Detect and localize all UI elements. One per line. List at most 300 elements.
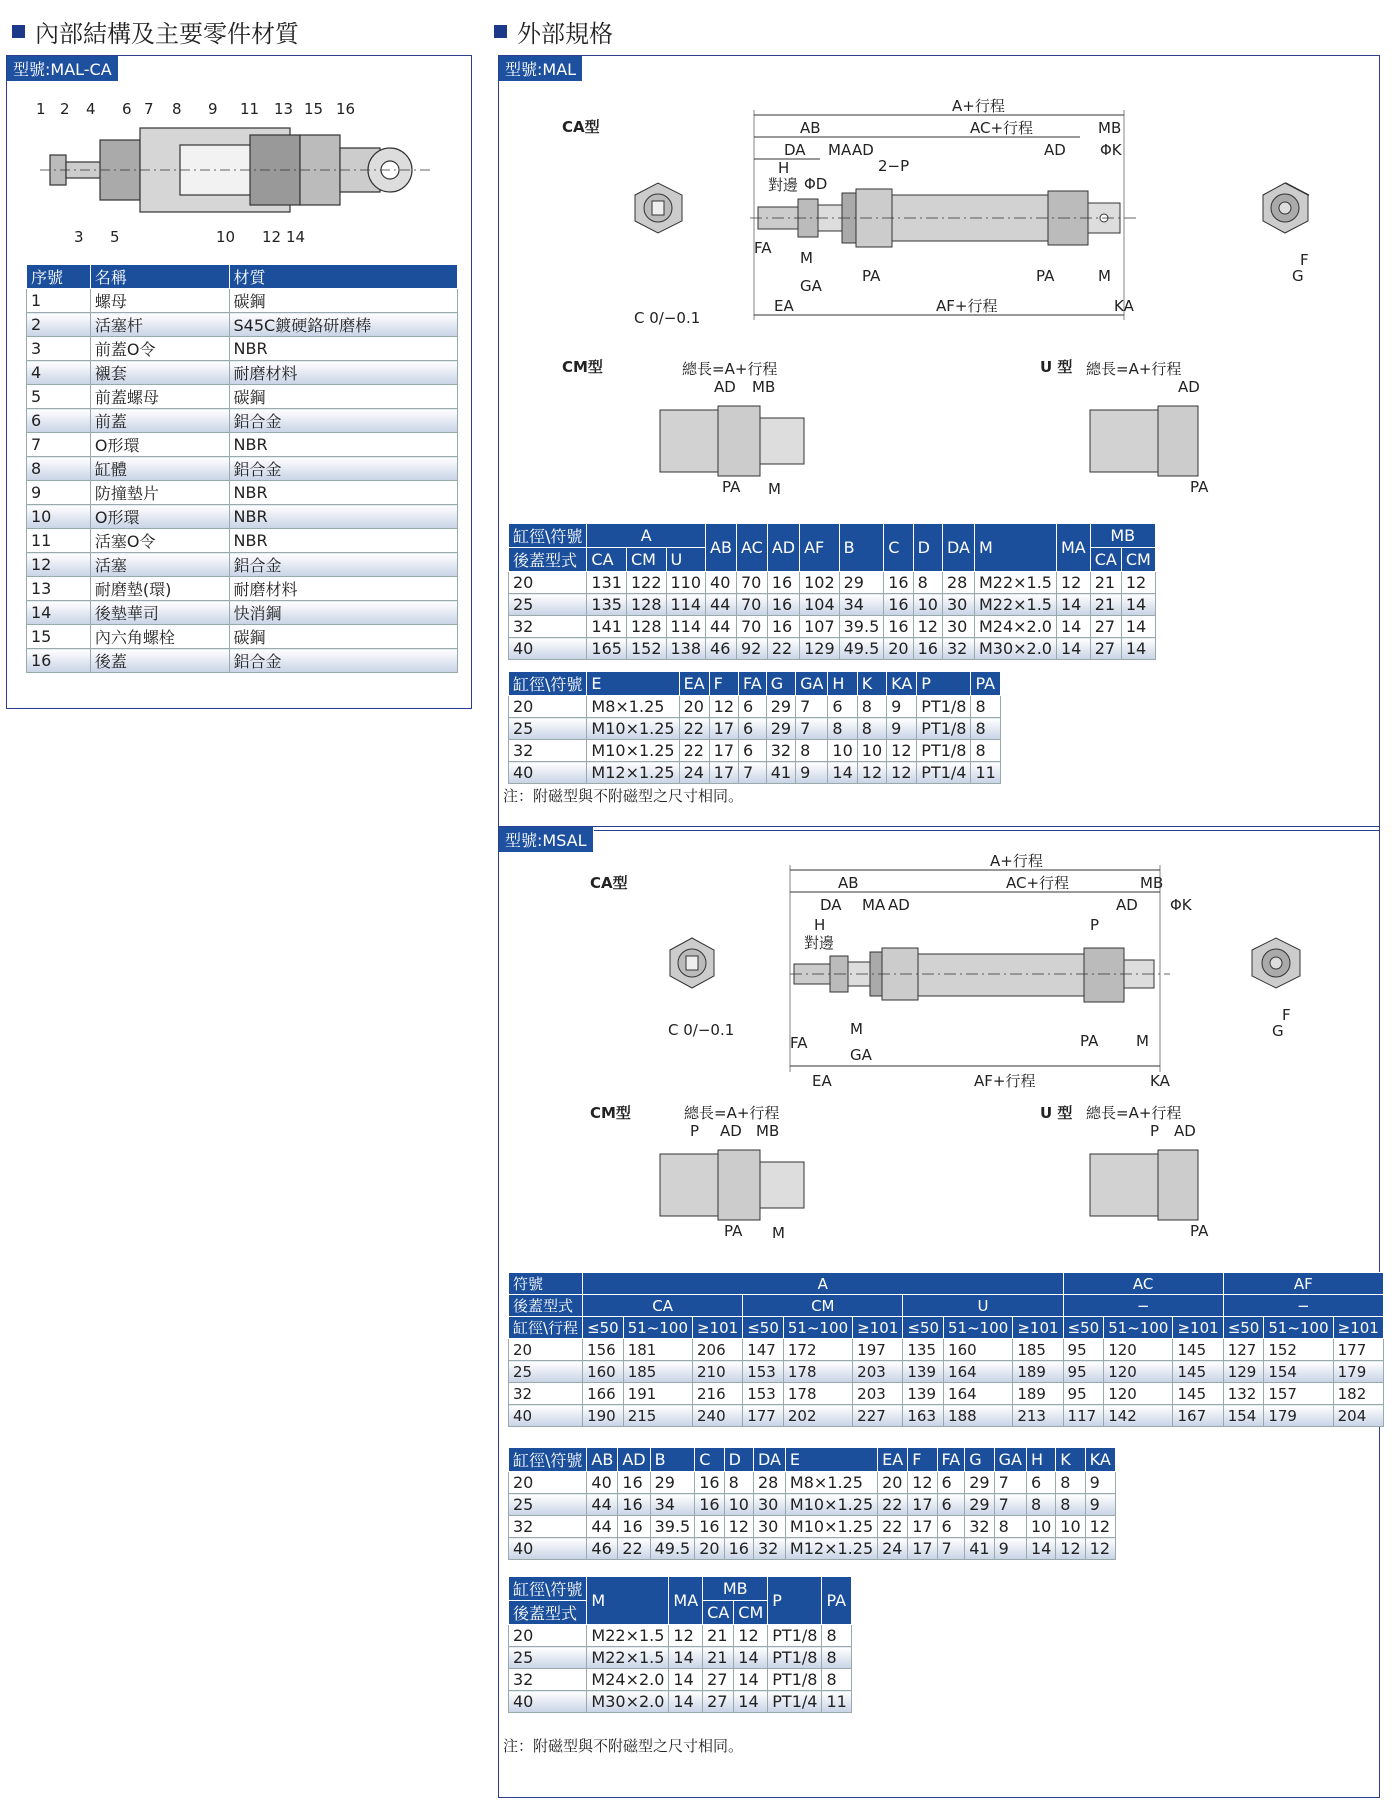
table-row: [27, 457, 458, 481]
table-cell: 215: [623, 1405, 692, 1427]
table-cell: 32: [509, 1669, 587, 1691]
header-row: [509, 1317, 1384, 1339]
header-row: [509, 1295, 1384, 1317]
table-cell: 185: [623, 1361, 692, 1383]
table-cell: 17: [709, 718, 738, 740]
msal-cm-mb: MB: [756, 1122, 780, 1140]
table-cell: 20: [509, 696, 587, 718]
table-cell: 12: [734, 1625, 768, 1647]
table-cell: 9: [994, 1538, 1026, 1560]
table-cell: 17: [908, 1538, 937, 1560]
table-cell: 12: [1121, 572, 1155, 594]
table-cell: 30: [942, 616, 974, 638]
mal-u-pa: PA: [1190, 478, 1209, 496]
table-cell: 153: [743, 1383, 784, 1405]
column-header: AF: [1223, 1273, 1383, 1295]
part-number-label: 6: [122, 100, 132, 118]
table-cell: 14: [734, 1647, 768, 1669]
mal-dim-ad: AD: [852, 141, 874, 159]
column-header: CA: [587, 548, 627, 572]
square-bullet-icon: [494, 25, 507, 38]
msal-u-ad: AD: [1174, 1122, 1196, 1140]
mal-dim-da: DA: [784, 141, 806, 159]
table-cell: 7: [27, 433, 91, 457]
msal-u-drawing: [1080, 1102, 1280, 1262]
part-number-label: 8: [172, 100, 182, 118]
table-cell: 154: [1264, 1361, 1333, 1383]
table-row: [27, 601, 458, 625]
mal-dim-ea: EA: [774, 297, 794, 315]
table-cell: 22: [878, 1516, 908, 1538]
table-cell: 40: [509, 1538, 587, 1560]
table-cell: 16: [767, 616, 799, 638]
table-cell: 14: [1056, 616, 1090, 638]
column-header: GA: [994, 1448, 1026, 1472]
table-cell: 3: [27, 337, 91, 361]
part-number-label: 9: [208, 100, 218, 118]
mal-dim-f: F: [1300, 251, 1309, 269]
table-row: [509, 1625, 852, 1647]
column-header: 51~100: [783, 1317, 852, 1339]
column-header: D: [913, 524, 942, 572]
msal-dim-flats: 對邊: [804, 934, 835, 952]
part-number-label: 5: [110, 228, 120, 246]
table-cell: 8: [822, 1647, 851, 1669]
mal-u-total: 總長=A+行程: [1086, 360, 1182, 378]
left-section-title: 內部結構及主要零件材質: [12, 14, 299, 49]
table-cell: 前蓋: [90, 409, 229, 433]
table-cell: 39.5: [650, 1516, 695, 1538]
column-header: −: [1063, 1295, 1223, 1317]
table-cell: 107: [800, 616, 840, 638]
msal-table-1: [508, 1272, 1384, 1427]
mal-dim-fa: FA: [754, 239, 772, 257]
table-cell: 46: [706, 638, 737, 660]
table-cell: 152: [1264, 1339, 1333, 1361]
table-cell: PT1/4: [768, 1691, 822, 1713]
table-cell: 21: [703, 1625, 734, 1647]
table-cell: 防撞墊片: [90, 481, 229, 505]
column-header: EA: [679, 672, 709, 696]
mal-dim-ac: AC+行程: [970, 119, 1034, 137]
msal-dim-a: A+行程: [990, 852, 1043, 870]
column-header: AC: [736, 524, 767, 572]
column-header: KA: [887, 672, 917, 696]
column-header: 51~100: [944, 1317, 1013, 1339]
table-cell: 27: [1090, 638, 1121, 660]
part-number-label: 7: [144, 100, 154, 118]
table-cell: 32: [509, 1516, 587, 1538]
table-cell: 14: [669, 1669, 703, 1691]
table-cell: 14: [1121, 594, 1155, 616]
table-cell: 8: [857, 718, 886, 740]
msal-dim-phik: ΦK: [1170, 896, 1192, 914]
mal-cm-total: 總長=A+行程: [682, 360, 778, 378]
table-row: [27, 649, 458, 673]
column-header: ≤50: [1063, 1317, 1104, 1339]
column-header: U: [666, 548, 706, 572]
table-cell: 14: [1056, 594, 1090, 616]
table-cell: 41: [965, 1538, 994, 1560]
column-header: G: [965, 1448, 994, 1472]
mal-cm-drawing: [640, 358, 870, 518]
msal-dim-c: C 0/−0.1: [668, 1021, 735, 1039]
table-cell: 189: [1013, 1361, 1063, 1383]
column-header: K: [857, 672, 886, 696]
table-cell: 164: [944, 1361, 1013, 1383]
mal-dim-a: A+行程: [952, 97, 1005, 115]
table-cell: 122: [626, 572, 666, 594]
table-cell: 7: [739, 762, 767, 784]
table-cell: 213: [1013, 1405, 1063, 1427]
table-cell: 154: [1223, 1405, 1264, 1427]
header-row: [509, 524, 1156, 548]
table-cell: 6: [1026, 1472, 1055, 1494]
column-header: D: [724, 1448, 753, 1472]
column-header: 缸徑\符號: [509, 672, 587, 696]
table-cell: 49.5: [839, 638, 884, 660]
column-header: 51~100: [1104, 1317, 1173, 1339]
column-header: PA: [971, 672, 1000, 696]
table-cell: 12: [724, 1516, 753, 1538]
msal-u-pa: PA: [1190, 1222, 1209, 1240]
table-cell: 12: [887, 740, 917, 762]
column-header: GA: [796, 672, 828, 696]
mal-dim-m2: M: [1098, 267, 1111, 285]
column-header: MA: [1056, 524, 1090, 572]
table-cell: PT1/8: [917, 696, 971, 718]
table-cell: M24×2.0: [974, 616, 1056, 638]
msal-cm-pa: PA: [724, 1222, 743, 1240]
column-header: KA: [1085, 1448, 1115, 1472]
table-cell: 145: [1173, 1361, 1223, 1383]
table-cell: 145: [1173, 1383, 1223, 1405]
table-cell: 25: [509, 718, 587, 740]
msal-dim-ac: AC+行程: [1006, 874, 1070, 892]
table-cell: 25: [509, 1361, 583, 1383]
table-cell: 16: [618, 1472, 650, 1494]
column-header: C: [884, 524, 913, 572]
table-cell: 16: [695, 1494, 724, 1516]
table-cell: 活塞: [90, 553, 229, 577]
table-cell: 240: [693, 1405, 743, 1427]
table-cell: 120: [1104, 1361, 1173, 1383]
table-row: [27, 361, 458, 385]
table-cell: 16: [884, 572, 913, 594]
table-cell: 6: [27, 409, 91, 433]
table-cell: 17: [908, 1494, 937, 1516]
column-header: ≥101: [1173, 1317, 1223, 1339]
table-cell: M10×1.25: [587, 740, 679, 762]
table-cell: NBR: [229, 505, 458, 529]
table-cell: 22: [679, 718, 709, 740]
mal-cm-ad: AD: [714, 378, 736, 396]
table-cell: NBR: [229, 481, 458, 505]
mal-dim-2p: 2−P: [878, 157, 910, 175]
table-cell: 44: [706, 616, 737, 638]
column-header: CM: [626, 548, 666, 572]
column-header: AB: [706, 524, 737, 572]
table-cell: 8: [796, 740, 828, 762]
table-cell: 6: [937, 1494, 965, 1516]
table-cell: 181: [623, 1339, 692, 1361]
table-cell: 6: [828, 696, 857, 718]
table-cell: PT1/8: [768, 1669, 822, 1691]
table-cell: 30: [753, 1516, 785, 1538]
column-header: K: [1056, 1448, 1085, 1472]
table-cell: 24: [878, 1538, 908, 1560]
column-header: 缸徑\行程: [509, 1317, 583, 1339]
table-row: [509, 1538, 1116, 1560]
table-cell: 185: [1013, 1339, 1063, 1361]
column-header: ≥101: [1013, 1317, 1063, 1339]
part-number-label: 11: [240, 100, 260, 118]
column-header: H: [828, 672, 857, 696]
table-cell: 177: [1333, 1339, 1383, 1361]
column-header: CM: [743, 1295, 903, 1317]
table-cell: 16: [618, 1494, 650, 1516]
mal-cm-label: CM型: [562, 358, 603, 376]
msal-cm-m: M: [772, 1224, 785, 1242]
mal-dim-pa2: PA: [1036, 267, 1055, 285]
column-header: DA: [942, 524, 974, 572]
table-cell: 40: [509, 638, 587, 660]
table-cell: 139: [903, 1361, 944, 1383]
table-cell: 24: [679, 762, 709, 784]
msal-u-total: 總長=A+行程: [1086, 1104, 1182, 1122]
column-header: PA: [822, 1577, 851, 1625]
column-header: 缸徑\符號: [509, 1577, 587, 1601]
table-cell: 鋁合金: [229, 649, 458, 673]
table-cell: 227: [853, 1405, 903, 1427]
part-number-label: 4: [86, 100, 96, 118]
table-cell: 165: [587, 638, 627, 660]
mal-dim-m: M: [800, 249, 813, 267]
table-row: [27, 505, 458, 529]
table-cell: 17: [709, 762, 738, 784]
table-cell: M10×1.25: [587, 718, 679, 740]
column-header: B: [650, 1448, 695, 1472]
table-cell: M8×1.25: [587, 696, 679, 718]
msal-dim-pa: PA: [1080, 1032, 1099, 1050]
msal-dim-ga: GA: [850, 1046, 872, 1064]
table-cell: 13: [27, 577, 91, 601]
mal-dim-ab: AB: [800, 119, 821, 137]
table-cell: 172: [783, 1339, 852, 1361]
table-cell: 8: [828, 718, 857, 740]
table-cell: 12: [669, 1625, 703, 1647]
table-cell: 6: [739, 740, 767, 762]
mal-dim-c: C 0/−0.1: [634, 309, 701, 327]
table-cell: 內六角螺栓: [90, 625, 229, 649]
table-cell: 114: [666, 594, 706, 616]
table-cell: 163: [903, 1405, 944, 1427]
table-cell: 29: [965, 1472, 994, 1494]
table-cell: 216: [693, 1383, 743, 1405]
table-cell: 鋁合金: [229, 553, 458, 577]
table-cell: 22: [679, 740, 709, 762]
table-row: [27, 289, 458, 313]
mal-ca-label: CA型: [562, 118, 600, 136]
table-cell: 197: [853, 1339, 903, 1361]
table-cell: O形環: [90, 505, 229, 529]
msal-dim-m2: M: [1136, 1032, 1149, 1050]
table-cell: 34: [650, 1494, 695, 1516]
table-cell: 153: [743, 1361, 784, 1383]
table-cell: O形環: [90, 433, 229, 457]
table-cell: PT1/4: [917, 762, 971, 784]
table-cell: 157: [1264, 1383, 1333, 1405]
table-row: [509, 638, 1156, 660]
table-cell: 27: [703, 1691, 734, 1713]
table-cell: 12: [709, 696, 738, 718]
table-row: [27, 337, 458, 361]
table-cell: 10: [27, 505, 91, 529]
table-cell: 17: [709, 740, 738, 762]
table-cell: 活塞O令: [90, 529, 229, 553]
table-cell: 8: [971, 740, 1000, 762]
table-cell: 16: [27, 649, 91, 673]
part-number-label: 1: [36, 100, 46, 118]
table-cell: 160: [583, 1361, 624, 1383]
table-cell: 11: [822, 1691, 851, 1713]
table-row: [509, 572, 1156, 594]
table-cell: 16: [767, 572, 799, 594]
table-cell: 182: [1333, 1383, 1383, 1405]
table-cell: 7: [937, 1538, 965, 1560]
table-row: [509, 740, 1001, 762]
table-cell: 41: [766, 762, 795, 784]
table-cell: 14: [669, 1691, 703, 1713]
column-header: AF: [800, 524, 840, 572]
table-cell: 40: [509, 1691, 587, 1713]
table-cell: 6: [739, 718, 767, 740]
mal-table-1: [508, 523, 1156, 660]
table-cell: 138: [666, 638, 706, 660]
column-header: AD: [767, 524, 799, 572]
part-number-label: 2: [60, 100, 70, 118]
table-cell: 耐磨材料: [229, 577, 458, 601]
table-cell: 32: [753, 1538, 785, 1560]
msal-note: 注：附磁型與不附磁型之尺寸相同。: [503, 1737, 744, 1755]
table-row: [509, 1516, 1116, 1538]
internal-structure-drawing: [30, 100, 450, 250]
column-header: 51~100: [623, 1317, 692, 1339]
table-cell: 12: [1056, 572, 1090, 594]
table-cell: 128: [626, 616, 666, 638]
table-row: [27, 409, 458, 433]
table-cell: M30×2.0: [587, 1691, 669, 1713]
part-number-label: 3: [74, 228, 84, 246]
column-header: F: [908, 1448, 937, 1472]
table-cell: 20: [509, 1472, 587, 1494]
table-cell: NBR: [229, 433, 458, 457]
mal-model-tag: 型號:MAL: [499, 56, 583, 81]
table-row: [27, 553, 458, 577]
table-cell: 44: [587, 1494, 618, 1516]
table-cell: 32: [509, 616, 587, 638]
table-cell: 70: [736, 616, 767, 638]
table-row: [509, 718, 1001, 740]
table-cell: 14: [1026, 1538, 1055, 1560]
table-cell: 鋁合金: [229, 409, 458, 433]
table-cell: 40: [509, 762, 587, 784]
msal-cm-p: P: [690, 1122, 700, 1140]
mal-dim-flats: 對邊: [768, 176, 799, 194]
column-header: MB: [1090, 524, 1155, 548]
table-row: [509, 1494, 1116, 1516]
table-cell: 20: [884, 638, 913, 660]
table-cell: M22×1.5: [974, 572, 1056, 594]
table-cell: 70: [736, 594, 767, 616]
msal-dim-ka: KA: [1150, 1072, 1170, 1090]
table-cell: 17: [908, 1516, 937, 1538]
table-cell: 32: [766, 740, 795, 762]
table-cell: 40: [706, 572, 737, 594]
table-cell: 7: [994, 1494, 1026, 1516]
table-cell: 12: [857, 762, 886, 784]
table-cell: 6: [937, 1472, 965, 1494]
column-header: CA: [703, 1601, 734, 1625]
part-number-label: 15: [304, 100, 324, 118]
table-cell: 139: [903, 1383, 944, 1405]
table-cell: 40: [509, 1405, 583, 1427]
header-row: [509, 672, 1001, 696]
table-cell: 4: [27, 361, 91, 385]
column-header: 後蓋型式: [509, 548, 587, 572]
table-cell: S45C鍍硬鉻研磨棒: [229, 313, 458, 337]
table-row: [27, 433, 458, 457]
table-cell: 191: [623, 1383, 692, 1405]
table-cell: 14: [734, 1669, 768, 1691]
table-cell: M12×1.25: [587, 762, 679, 784]
column-header: 後蓋型式: [509, 1295, 583, 1317]
msal-table-2: [508, 1447, 1116, 1560]
table-cell: 21: [1090, 594, 1121, 616]
table-row: [509, 594, 1156, 616]
table-cell: 12: [27, 553, 91, 577]
table-cell: 14: [27, 601, 91, 625]
table-cell: 碳鋼: [229, 385, 458, 409]
table-cell: 210: [693, 1361, 743, 1383]
table-cell: 16: [695, 1472, 724, 1494]
table-cell: 190: [583, 1405, 624, 1427]
table-row: [27, 529, 458, 553]
table-cell: 20: [509, 1339, 583, 1361]
column-header: ≤50: [1223, 1317, 1264, 1339]
table-cell: 27: [1090, 616, 1121, 638]
column-header: ≥101: [853, 1317, 903, 1339]
table-cell: 8: [1026, 1494, 1055, 1516]
msal-cm-total: 總長=A+行程: [684, 1104, 780, 1122]
table-cell: 25: [509, 594, 587, 616]
table-cell: 9: [887, 696, 917, 718]
table-cell: PT1/8: [768, 1625, 822, 1647]
table-cell: 14: [669, 1647, 703, 1669]
msal-dim-f: F: [1282, 1006, 1291, 1024]
table-cell: M10×1.25: [785, 1516, 877, 1538]
table-cell: 178: [783, 1383, 852, 1405]
table-cell: 22: [618, 1538, 650, 1560]
table-cell: 14: [1056, 638, 1090, 660]
mal-dim-ma: MA: [828, 141, 852, 159]
msal-dim-fa: FA: [790, 1034, 808, 1052]
table-cell: 132: [1223, 1383, 1264, 1405]
table-cell: 203: [853, 1383, 903, 1405]
column-header: AB: [587, 1448, 618, 1472]
table-cell: 92: [736, 638, 767, 660]
table-cell: M22×1.5: [974, 594, 1056, 616]
